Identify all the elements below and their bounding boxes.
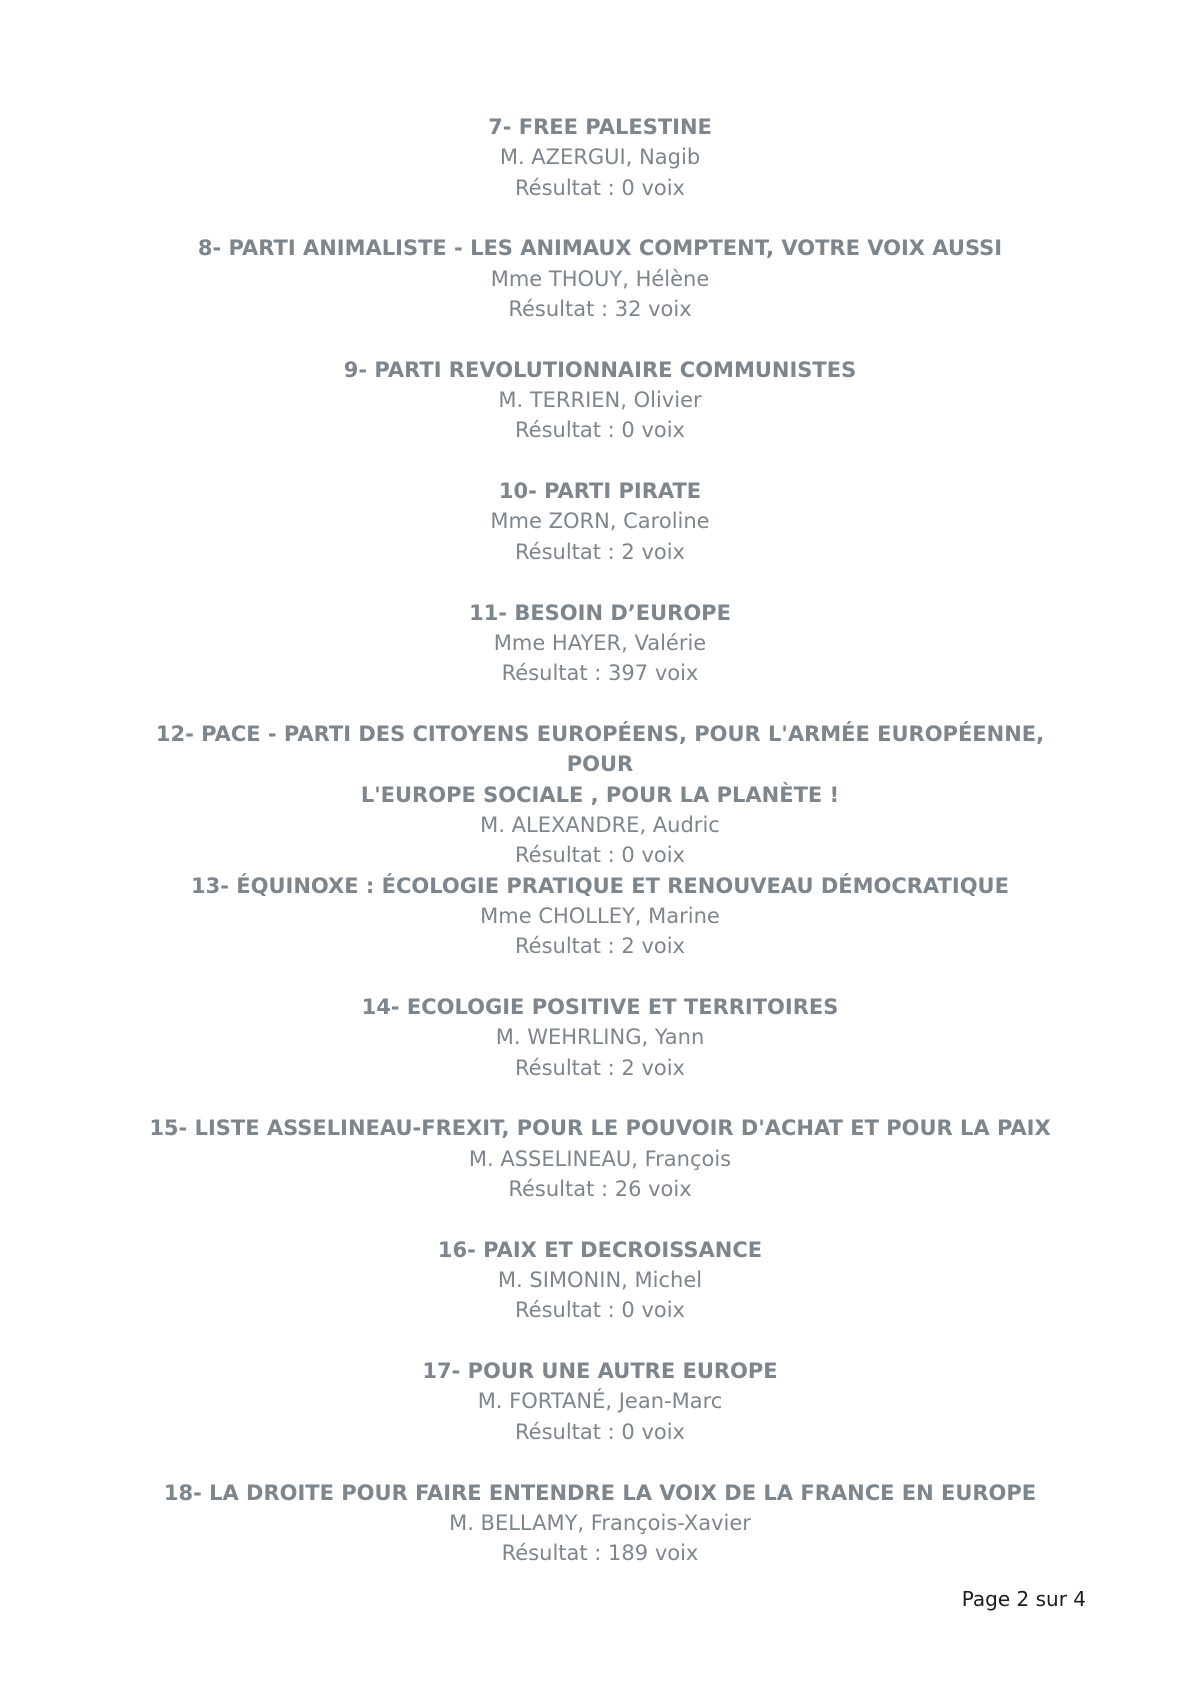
candidate-name: M. BELLAMY, François-Xavier: [449, 1510, 751, 1535]
list-entry: [130, 1478, 1070, 1599]
list-entry: [130, 598, 1070, 719]
candidate-name: M. FORTANÉ, Jean-Marc: [477, 1389, 723, 1414]
vote-result: Résultat : 2 voix: [515, 934, 685, 959]
list-title: 17- POUR UNE AUTRE EUROPE: [422, 1359, 778, 1384]
list-title: 7- FREE PALESTINE: [488, 115, 712, 139]
candidate-name: M. WEHRLING, Yann: [495, 1025, 705, 1050]
candidate-name: M. AZERGUI, Nagib: [499, 145, 701, 170]
list-entry: [130, 112, 1070, 233]
candidate-name: Mme HAYER, Valérie: [493, 630, 707, 655]
vote-result: Résultat : 32 voix: [508, 296, 692, 321]
vote-result: Résultat : 26 voix: [508, 1176, 692, 1201]
candidate-name: Mme CHOLLEY, Marine: [480, 903, 720, 928]
vote-result: Résultat : 0 voix: [515, 418, 685, 443]
list-entry: [130, 871, 1070, 992]
list-entry: [130, 719, 1070, 871]
candidate-name: M. TERRIEN, Olivier: [498, 388, 702, 413]
election-results-list: [130, 112, 1070, 1599]
list-title: 11- BESOIN D’EUROPE: [469, 600, 731, 625]
list-entry: [130, 992, 1070, 1113]
list-entry: [130, 1235, 1070, 1356]
vote-result: Résultat : 2 voix: [515, 539, 685, 564]
vote-result: Résultat : 397 voix: [501, 661, 699, 686]
list-title: 16- PAIX ET DECROISSANCE: [437, 1237, 763, 1262]
list-entry: [130, 476, 1070, 597]
vote-result: Résultat : 2 voix: [515, 1055, 685, 1080]
vote-result: Résultat : 0 voix: [515, 843, 685, 868]
list-entry: [130, 1113, 1070, 1234]
candidate-name: M. ASSELINEAU, François: [468, 1146, 732, 1171]
list-title: 14- ECOLOGIE POSITIVE ET TERRITOIRES: [361, 994, 839, 1019]
list-title-line-2: L'EUROPE SOCIALE , POUR LA PLANÈTE !: [360, 782, 840, 807]
vote-result: Résultat : 189 voix: [501, 1541, 699, 1566]
list-title: 18- LA DROITE POUR FAIRE ENTENDRE LA VOIX DE LA FRANCE EN EUROPE: [163, 1480, 1037, 1505]
list-title: 10- PARTI PIRATE: [498, 479, 702, 504]
candidate-name: M. SIMONIN, Michel: [497, 1268, 703, 1293]
candidate-name: M. ALEXANDRE, Audric: [480, 812, 720, 837]
list-title: 8- PARTI ANIMALISTE - LES ANIMAUX COMPTENT, VOTRE VOIX AUSSI: [197, 236, 1003, 261]
candidate-name: Mme THOUY, Hélène: [490, 266, 710, 291]
candidate-name: Mme ZORN, Caroline: [490, 509, 710, 534]
vote-result: Résultat : 0 voix: [515, 1298, 685, 1323]
list-title: 9- PARTI REVOLUTIONNAIRE COMMUNISTES: [343, 357, 857, 382]
list-title: 13- ÉQUINOXE : ÉCOLOGIE PRATIQUE ET RENOUVEAU DÉMOCRATIQUE: [191, 873, 1009, 898]
list-entry: [130, 233, 1070, 354]
list-title-line-1: 12- PACE - PARTI DES CITOYENS EUROPÉENS, POUR L'ARMÉE EUROPÉENNE, POUR: [155, 721, 1045, 777]
list-entry: [130, 355, 1070, 476]
list-entry: [130, 1356, 1070, 1477]
list-title: 15- LISTE ASSELINEAU-FREXIT, POUR LE POUVOIR D'ACHAT ET POUR LA PAIX: [149, 1116, 1051, 1141]
vote-result: Résultat : 0 voix: [515, 175, 685, 200]
page-number: Page 2 sur 4: [961, 1587, 1086, 1611]
vote-result: Résultat : 0 voix: [515, 1419, 685, 1444]
